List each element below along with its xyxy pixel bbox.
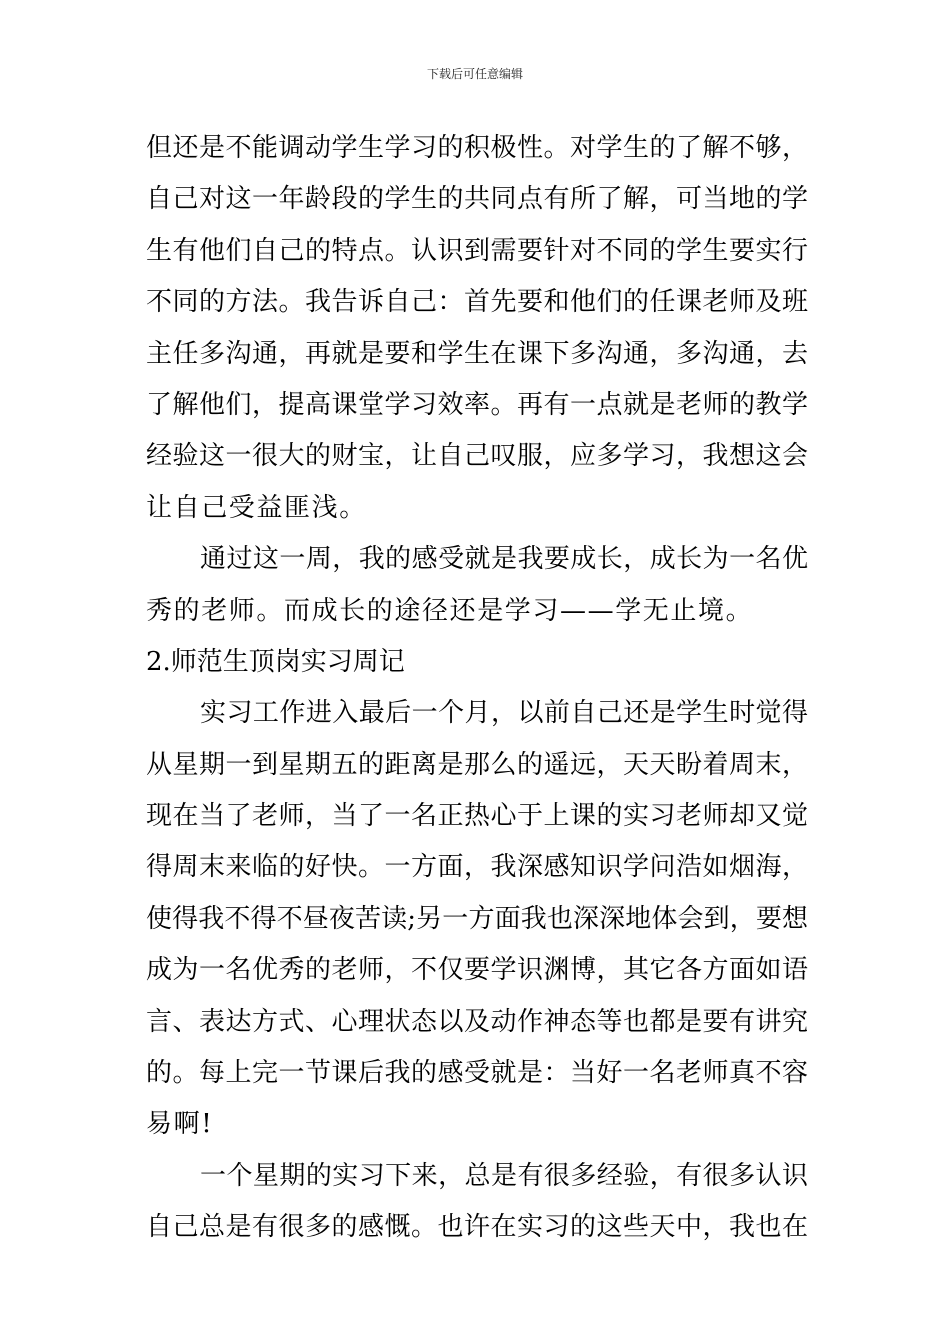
text-line: 让自己受益匪浅。 <box>146 492 367 523</box>
text-line: 但还是不能调动学生学习的积极性。对学生的了解不够， <box>146 133 808 163</box>
text-line: 自己总是有很多的感慨。也许在实习的这些天中，我也在 <box>146 1212 808 1243</box>
text-line: 了解他们，提高课堂学习效率。再有一点就是老师的教学 <box>146 389 808 420</box>
text-line: 言、表达方式、心理状态以及动作神态等也都是要有讲究 <box>146 1006 808 1037</box>
text-line: 使得我不得不昼夜苦读;另一方面我也深深地体会到，要想 <box>146 903 808 934</box>
text-line: 成为一名优秀的老师，不仅要学识渊博，其它各方面如语 <box>146 955 808 986</box>
text-line: 经验这一很大的财宝，让自己叹服，应多学习，我想这会 <box>146 441 808 472</box>
paragraph-first-line: 一个星期的实习下来，总是有很多经验，有很多认识 <box>200 1160 808 1191</box>
paragraph-first-line: 通过这一周，我的感受就是我要成长，成长为一名优 <box>200 544 808 575</box>
text-line: 主任多沟通，再就是要和学生在课下多沟通，多沟通，去 <box>146 338 808 369</box>
text-line: 易啊! <box>146 1109 214 1140</box>
section-heading: 2.师范生顶岗实习周记 <box>146 646 405 677</box>
text-line: 得周末来临的好快。一方面，我深感知识学问浩如烟海， <box>146 852 808 883</box>
document-body <box>146 128 808 1259</box>
text-line: 秀的老师。而成长的途径还是学习——学无止境。 <box>146 595 754 626</box>
paragraph-first-line: 实习工作进入最后一个月，以前自己还是学生时觉得 <box>200 698 808 729</box>
text-line: 的。每上完一节课后我的感受就是：当好一名老师真不容 <box>146 1058 808 1089</box>
page-header-note: 下载后可任意编辑 <box>426 67 523 81</box>
text-line: 生有他们自己的特点。认识到需要针对不同的学生要实行 <box>146 235 808 266</box>
text-line: 现在当了老师，当了一名正热心于上课的实习老师却又觉 <box>146 801 808 832</box>
text-line: 自己对这一年龄段的学生的共同点有所了解，可当地的学 <box>146 184 808 215</box>
text-line: 从星期一到星期五的距离是那么的遥远，天天盼着周末， <box>146 749 808 780</box>
text-line: 不同的方法。我告诉自己：首先要和他们的任课老师及班 <box>146 287 808 318</box>
